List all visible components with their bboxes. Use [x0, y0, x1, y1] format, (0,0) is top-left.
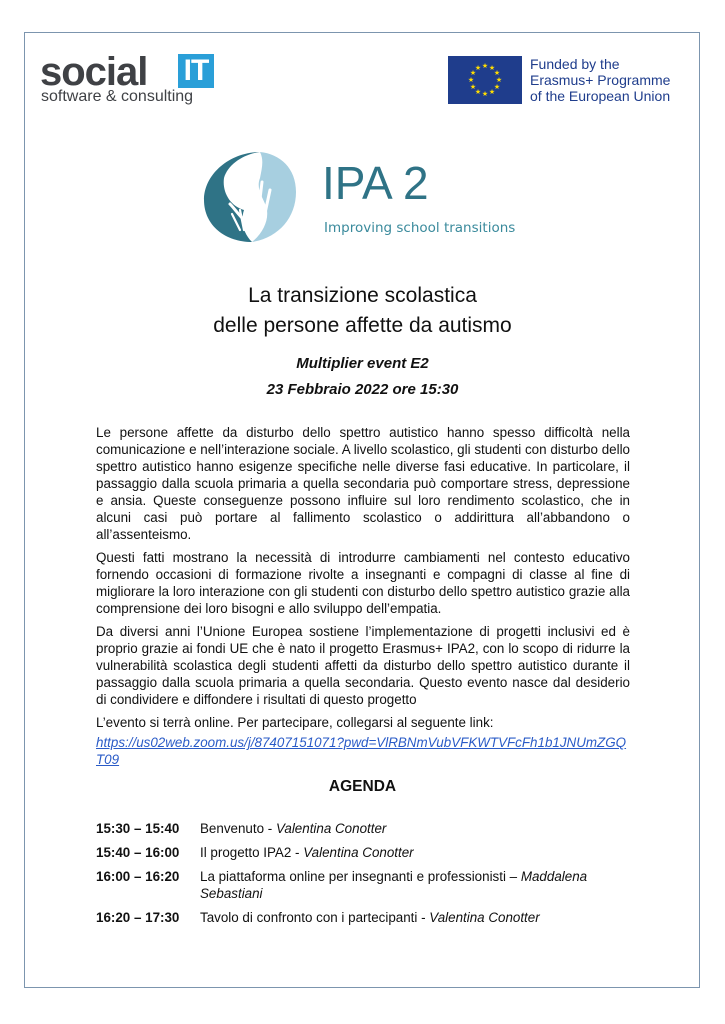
agenda-item — [96, 868, 630, 902]
agenda-speaker: Valentina Conotter — [429, 910, 540, 925]
logo-subtitle: software & consulting — [41, 88, 194, 105]
agenda-time: 16:20 – 17:30 — [96, 910, 180, 925]
agenda-list — [96, 820, 630, 933]
svg-text:★: ★ — [481, 90, 489, 98]
ipa2-title: IPA 2 — [322, 157, 429, 209]
svg-text:★: ★ — [488, 64, 496, 72]
ipa2-tagline: Improving school transitions — [324, 220, 516, 236]
agenda-topic: Benvenuto - — [200, 821, 276, 836]
agenda-item — [96, 820, 630, 837]
document-title — [0, 281, 725, 341]
paragraph: Le persone affette da disturbo dello spettro autistico hanno spesso difficoltà nella comunicazione e nell’interazione sociale. A livello scolastico, gli studenti con disturbo dello spettro autistico hanno esigenze specifiche nelle diverse fasi educative. In particolare, il passaggio dalla scuola primaria a quella secondaria può comportare stress, depressione e ansia. Queste conseguenze possono influire sul loro rendimento scolastico, che in alcuni casi può portare al fallimento scolastico o addirittura all’abbandono o all’assenteismo. — [96, 425, 630, 542]
svg-text:★: ★ — [469, 69, 477, 77]
svg-text:★: ★ — [474, 64, 482, 72]
logo-word-social: social — [40, 50, 148, 94]
zoom-link-line: https://us02web.zoom.us/j/87407151071?pwd=VlRBNmVubVFKWTVFcFh1b1JNUmZGQ — [96, 735, 627, 750]
paragraph: L’evento si terrà online. Per partecipare, collegarsi al seguente link: — [96, 715, 494, 730]
title-line: delle persone affette da autismo — [213, 314, 512, 337]
agenda-time: 16:00 – 16:20 — [96, 869, 180, 884]
event-date: 23 Febbraio 2022 ore 15:30 — [266, 381, 459, 398]
paragraph: Da diversi anni l’Unione Europea sostiene l’implementazione di progetti inclusivi ed è proprio grazie ai fondi UE che è nato il progetto Erasmus+ IPA2, con lo scopo di ridurre la vulnerabilità scolastica degli studenti affetti da disturbo dello spettro autistico durante il passaggio dalla scuola primaria a quella secondaria. Questo evento nasce dal desiderio di condividere e diffondere i risultati di questo progetto — [96, 624, 630, 707]
body-text — [96, 424, 630, 768]
agenda-desc — [200, 868, 630, 902]
agenda-item — [96, 909, 630, 926]
eu-text-line: Erasmus+ Programme — [530, 72, 671, 88]
agenda-topic: La piattaforma online per insegnanti e professionisti – — [200, 869, 521, 884]
svg-text:★: ★ — [488, 88, 496, 96]
eu-flag-icon — [448, 56, 522, 104]
logo-it-box: IT — [178, 54, 214, 88]
svg-text:★: ★ — [493, 83, 501, 91]
agenda-topic: Il progetto IPA2 - — [200, 845, 304, 860]
zoom-link[interactable] — [96, 734, 630, 768]
agenda-speaker: Valentina Conotter — [303, 845, 414, 860]
zoom-link-line: T09 — [96, 752, 120, 767]
svg-text:★: ★ — [469, 83, 477, 91]
eu-text-line: of the European Union — [530, 88, 671, 104]
agenda-speaker: Maddalena Sebastiani — [200, 869, 588, 901]
paragraph: Questi fatti mostrano la necessità di introdurre cambiamenti nel contesto educativo fornendo occasioni di formazione rivolte a insegnanti e compagni di classe al fine di migliorare la loro interazione con gli studenti con disturbo dello spettro autistico grazie alla comprensione dei loro bisogni e allo sviluppo dell’empatia. — [96, 550, 630, 616]
agenda-desc — [200, 844, 630, 861]
agenda-time: 15:30 – 15:40 — [96, 821, 180, 836]
event-name: Multiplier event E2 — [296, 355, 429, 372]
svg-text:★: ★ — [495, 76, 503, 84]
agenda-speaker: Valentina Conotter — [275, 821, 387, 836]
agenda-item — [96, 844, 630, 861]
svg-text:★: ★ — [474, 88, 482, 96]
ipa2-logo — [200, 148, 530, 244]
hands-icon — [200, 148, 300, 244]
agenda-desc — [200, 820, 630, 837]
agenda-topic: Tavolo di confronto con i partecipanti - — [200, 910, 430, 925]
svg-text:★: ★ — [481, 62, 489, 70]
socialit-logo — [40, 50, 220, 110]
eu-text-line: Funded by the — [530, 56, 620, 72]
agenda-title: AGENDA — [328, 778, 397, 795]
agenda-desc — [200, 909, 630, 926]
svg-text:★: ★ — [467, 76, 475, 84]
eu-funding-text — [530, 56, 670, 104]
svg-text:★: ★ — [493, 69, 501, 77]
title-line: La transizione scolastica — [248, 284, 477, 307]
agenda-time: 15:40 – 16:00 — [96, 845, 180, 860]
